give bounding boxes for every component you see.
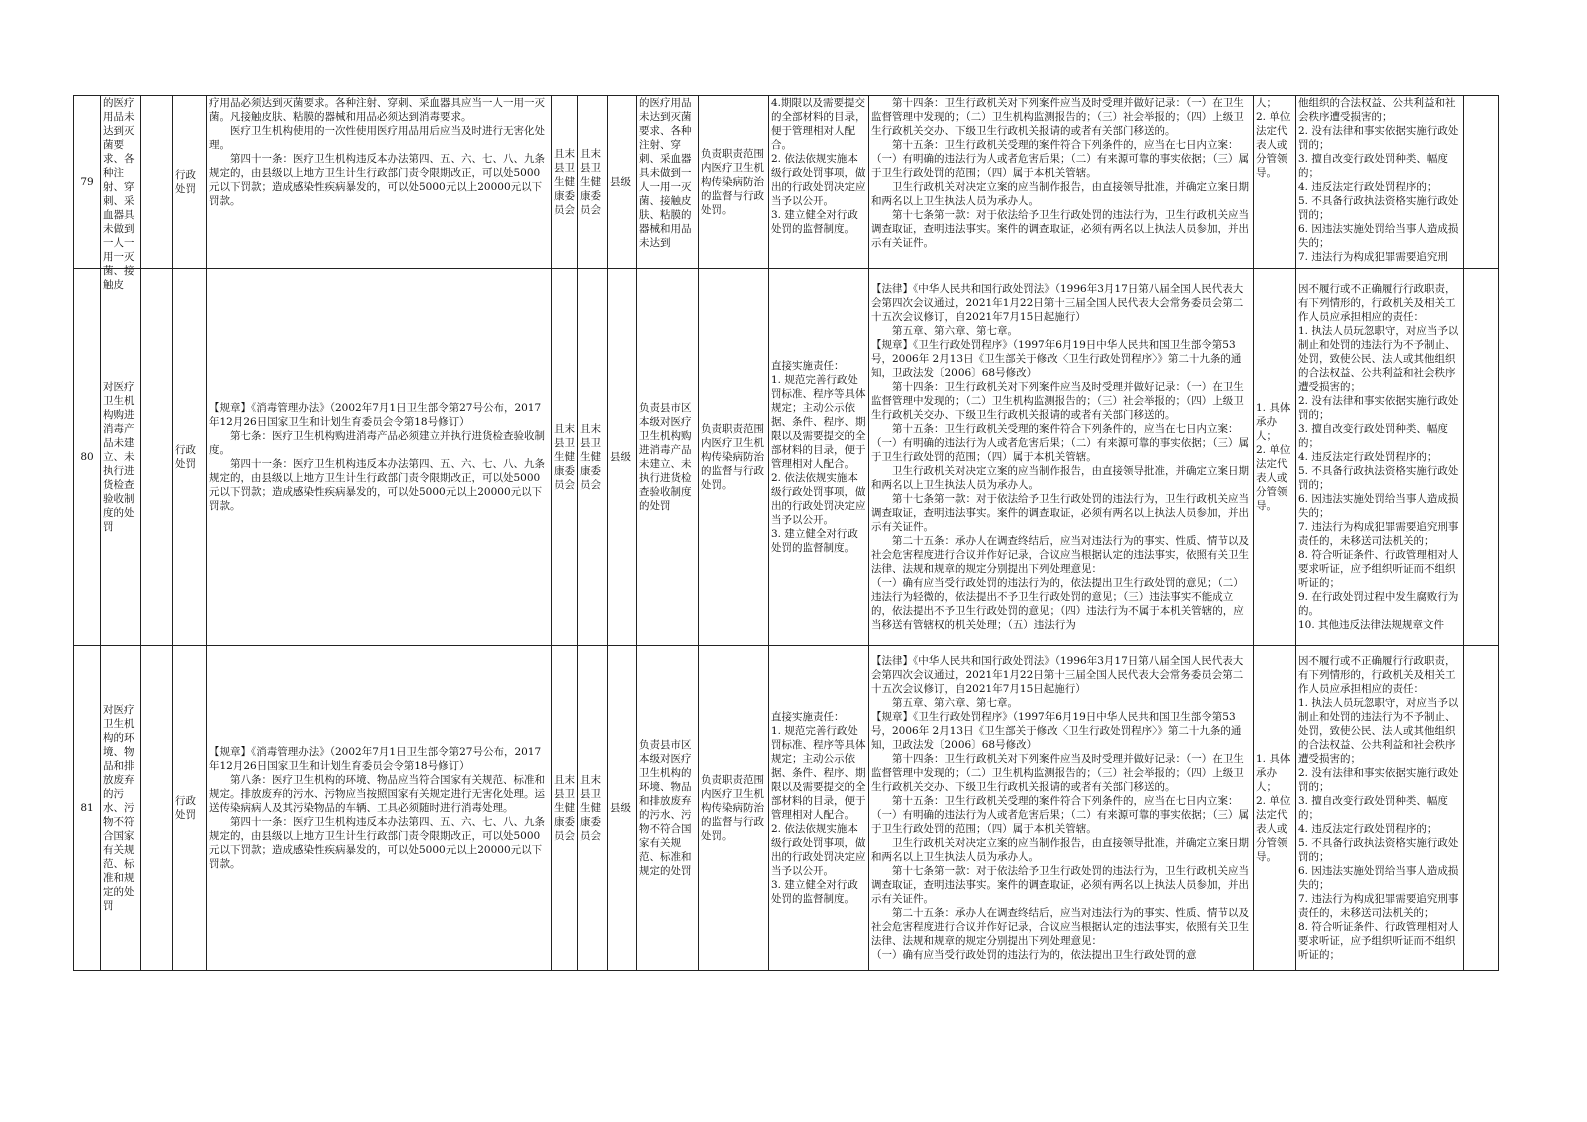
sub-item-cell [141,269,173,646]
item-name-text: 对医疗卫生机构购进消毒产品未建立、未执行进货检查验收制度的处罚 [103,381,135,533]
procedure-law-paragraph: 卫生行政机关对决定立案的应当制作报告，由直接领导批准，并确定立案日期和两名以上卫生执法人员为承办人。 [871,837,1249,863]
procedure-law-paragraph: 【规章】《卫生行政处罚程序》（1997年6月19日中华人民共和国卫生部令第53号，2006年 2月13日《卫生部关于修改〈卫生行政处罚程序〉》第二十九条的通知，卫政法发〔2006〕68号修改） [871,339,1242,379]
responsibility-items-text: 直接实施责任： 1. 规范完善行政处罚标准、程序等具体规定；主动公示依据、条件、程序、期限以及需要提交的全部材料的目录，便于管理相对人配合。 2. 依法依规实施本级行政处罚事项，做出的行政处罚决定应当予以公开。 3. 建立健全对行政处罚的监督制度。 [771,360,866,554]
implementing-body-text: 且末县卫生健康委员会 [554,423,575,491]
responsible-persons-text: 1. 具体承办人； 2. 单位法定代表人或分管领导。 [1256,402,1291,512]
accountability-text: 因不履行或不正确履行行政职责，有下列情形的，行政机关及相关工作人员应承担相应的责任： 1. 执法人员玩忽职守，对应当予以制止和处罚的违法行为不予制止、处罚，致使公民、法人或其他组织的合法权益、公共利益和社会秩序遭受损害的； 2. 没有法律和事实依据实施行政处罚的； 3. 擅自改变行政处罚种类、幅度的； 4. 违反法定行政处罚程序的； 5. 不具备行政执法资格实施行政处罚的； 6. 因违法实施处罚给当事人造成损失的； 7. 违法行为构成犯罪需要追究刑事责任的，未移送司法机关的； 8. 符合听证条件、行政管理相对人要求听证，应予组织听证而不组织听证的； [1298,655,1459,961]
responsible-body-text: 且末县卫生健康委员会 [580,148,601,216]
table-row [74,269,1499,646]
duty-description [699,96,769,269]
responsibility-items [769,96,869,269]
accountability [1296,269,1464,646]
legal-basis-paragraph: 疗用品必须达到灭菌要求。各种注射、穿刺、采血器具应当一人一用一灭菌。凡接触皮肤、粘膜的器械和用品必须达到消毒要求。 [209,97,545,123]
responsible-body [578,269,608,646]
implementation-scope-text: 的医疗用品未达到灭菌要求、各种注射、穿刺、采血器具未做到一人一用一灭菌、接触皮肤、粘膜的器械和用品未达到 [639,97,692,249]
procedure-law-paragraph: 第十四条：卫生行政机关对下列案件应当及时受理并做好记录：（一）在卫生监督管理中发现的；（二）卫生机构监测报告的；（三）社会举报的；（四）上级卫生行政机关交办、下级卫生行政机关报请的或者有关部门移送的。 [871,381,1244,421]
remark-cell [1464,96,1499,269]
legal-basis-paragraph: 第八条：医疗卫生机构的环境、物品应当符合国家有关规范、标准和规定。排放废弃的污水、污物应当按照国家有关规定进行无害化处理。运送传染病病人及其污染物品的车辆、工具必须随时进行消毒处理。 [209,774,545,814]
row-number [74,646,101,971]
legal-basis [207,96,552,269]
power-type [173,646,207,971]
procedure-law-paragraph: 第十七条第一款：对于依法给予卫生行政处罚的违法行为，卫生行政机关应当调查取证，查明违法事实。案件的调查取证，必须有两名以上执法人员参加，并出示有关证件。 [871,209,1249,249]
responsibility-items-text: 直接实施责任： 1. 规范完善行政处罚标准、程序等具体规定；主动公示依据、条件、程序、期限以及需要提交的全部材料的目录，便于管理相对人配合。 2. 依法依规实施本级行政处罚事项，做出的行政处罚决定应当予以公开。 3. 建立健全对行政处罚的监督制度。 [771,711,866,905]
procedure-law-paragraph: 第二十五条：承办人在调查终结后，应当对违法行为的事实、性质、情节以及社会危害程度进行合议并作好记录，合议应当根据认定的违法事实，依照有关卫生法律、法规和规章的规定分别提出下列处理意见： [871,907,1249,947]
legal-basis [207,269,552,646]
power-type-text: 行政处罚 [175,795,196,821]
procedure-law-paragraph: 第十七条第一款：对于依法给予卫生行政处罚的违法行为，卫生行政机关应当调查取证，查明违法事实。案件的调查取证，必须有两名以上执法人员参加，并出示有关证件。 [871,865,1249,905]
power-type-text: 行政处罚 [175,444,196,470]
admin-level-text: 县级 [610,451,631,463]
implementation-scope-text: 负责县市区本级对医疗卫生机构的环境、物品和排放废弃的污水、污物不符合国家有关规范、标准和规定的处罚 [639,739,692,877]
implementation-scope-text: 负责县市区本级对医疗卫生机构购进消毒产品未建立、未执行进货检查验收制度的处罚 [639,402,692,512]
procedure-law-paragraph: 第五章、第六章、第七章。 [892,325,1018,337]
sub-item-cell [141,96,173,269]
procedure-law [869,646,1254,971]
accountability [1296,646,1464,971]
procedure-law [869,96,1254,269]
responsible-persons [1254,96,1296,269]
procedure-law-paragraph: 第十五条：卫生行政机关受理的案件符合下列条件的，应当在七日内立案：（一）有明确的违法行为人或者危害后果；（二）有来源可靠的事实依据；（三）属于卫生行政处罚的范围；（四）属于本机关管辖。 [871,795,1249,835]
responsible-body-text: 且末县卫生健康委员会 [580,423,601,491]
legal-basis [207,646,552,971]
row-number-text: 79 [80,176,94,188]
procedure-law-paragraph: 第十四条：卫生行政机关对下列案件应当及时受理并做好记录：（一）在卫生监督管理中发现的；（二）卫生机构监测报告的；（三）社会举报的；（四）上级卫生行政机关交办、下级卫生行政机关报请的或者有关部门移送的。 [871,97,1244,137]
table-row [74,96,1499,269]
procedure-law-paragraph: 第五章、第六章、第七章。 [892,697,1018,709]
item-name [101,96,141,291]
procedure-law-paragraph: 【法律】《中华人民共和国行政处罚法》（1996年3月17日第八届全国人民代表大会第四次会议通过，2021年1月22日第十三届全国人民代表大会常务委员会第二十五次会议修订，自2021年7月15日起施行） [871,283,1244,323]
accountability [1296,96,1464,269]
responsible-persons-text: 人； 2. 单位法定代表人或分管领导。 [1256,97,1291,179]
responsible-persons [1254,269,1296,646]
legal-basis-paragraph: 第四十一条：医疗卫生机构违反本办法第四、五、六、七、八、九条规定的，由县级以上地方卫生计生行政部门责令限期改正，可以处5000元以下罚款；造成感染性疾病暴发的，可以处5000元以上20000元以下罚款。 [209,458,545,512]
implementation-scope [637,96,699,269]
implementation-scope [637,646,699,971]
duty-description-text: 负责职责范围内医疗卫生机构传染病防治的监督与行政处罚。 [701,774,764,842]
legal-basis-paragraph: 【规章】《消毒管理办法》（2002年7月1日卫生部令第27号公布，2017年12月26日国家卫生和计划生育委员会令第18号修订） [209,402,542,428]
legal-basis-paragraph: 第四十一条：医疗卫生机构违反本办法第四、五、六、七、八、九条规定的，由县级以上地方卫生计生行政部门责令限期改正，可以处5000元以下罚款；造成感染性疾病暴发的，可以处5000元以上20000元以下罚款。 [209,153,545,207]
duty-description [699,646,769,971]
table-row [74,646,1499,971]
procedure-law-paragraph: 第十四条：卫生行政机关对下列案件应当及时受理并做好记录：（一）在卫生监督管理中发现的；（二）卫生机构监测报告的；（三）社会举报的；（四）上级卫生行政机关交办、下级卫生行政机关报请的或者有关部门移送的。 [871,753,1244,793]
item-name [101,646,141,971]
admin-level [608,96,637,269]
admin-level [608,269,637,646]
procedure-law-paragraph: （一）确有应当受行政处罚的违法行为的，依法提出卫生行政处罚的意见；（二）违法行为轻微的，依法提出不予卫生行政处罚的意见；（三）违法事实不能成立的，依法提出不予卫生行政处罚的意见；（四）违法行为不属于本机关管辖的，应当移送有管辖权的机关处理；（五）违法行为 [871,577,1244,631]
power-type [173,269,207,646]
admin-level-text: 县级 [610,802,631,814]
power-type-text: 行政处罚 [175,169,196,195]
row-number [74,96,101,269]
legal-basis-paragraph: 第七条：医疗卫生机构购进消毒产品必须建立并执行进货检查验收制度。 [209,430,545,456]
legal-basis-paragraph: 医疗卫生机构使用的一次性使用医疗用品用后应当及时进行无害化处理。 [209,125,545,151]
responsible-body-text: 且末县卫生健康委员会 [580,774,601,842]
implementing-body [552,646,578,971]
responsibility-items [769,646,869,971]
remark-cell [1464,646,1499,971]
responsibility-items-text: 4.期限以及需要提交的全部材料的目录，便于管理相对人配合。 2. 依法依规实施本级行政处罚事项，做出的行政处罚决定应当予以公开。 3. 建立健全对行政处罚的监督制度。 [771,97,866,235]
duty-description [699,269,769,646]
duty-description-text: 负责职责范围内医疗卫生机构传染病防治的监督与行政处罚。 [701,423,764,491]
responsible-body [578,646,608,971]
duty-description-text: 负责职责范围内医疗卫生机构传染病防治的监督与行政处罚。 [701,148,764,216]
power-list-table [73,95,1499,971]
admin-level-text: 县级 [610,176,631,188]
procedure-law [869,269,1254,646]
accountability-text: 因不履行或不正确履行行政职责，有下列情形的，行政机关及相关工作人员应承担相应的责任： 1. 执法人员玩忽职守，对应当予以制止和处罚的违法行为不予制止、处罚，致使公民、法人或其他组织的合法权益、公共利益和社会秩序遭受损害的； 2. 没有法律和事实依据实施行政处罚的； 3. 擅自改变行政处罚种类、幅度的； 4. 违反法定行政处罚程序的； 5. 不具备行政执法资格实施行政处罚的； 6. 因违法实施处罚给当事人造成损失的； 7. 违法行为构成犯罪需要追究刑事责任的，未移送司法机关的； 8. 符合听证条件、行政管理相对人要求听证，应予组织听证而不组织听证的； 9. 在行政处罚过程中发生腐败行为的。 10. 其他违反法律法规规章文件 [1298,283,1459,631]
responsibility-items [769,269,869,646]
item-name [101,269,141,646]
remark-cell [1464,269,1499,646]
procedure-law-paragraph: （一）确有应当受行政处罚的违法行为的，依法提出卫生行政处罚的意 [871,949,1197,961]
power-type [173,96,207,269]
row-number [74,269,101,646]
responsible-persons-text: 1. 具体承办人； 2. 单位法定代表人或分管领导。 [1256,753,1291,863]
procedure-law-paragraph: 卫生行政机关对决定立案的应当制作报告，由直接领导批准，并确定立案日期和两名以上卫生执法人员为承办人。 [871,181,1249,207]
admin-level [608,646,637,971]
sub-item-cell [141,646,173,971]
procedure-law-paragraph: 卫生行政机关对决定立案的应当制作报告，由直接领导批准，并确定立案日期和两名以上卫生执法人员为承办人。 [871,465,1249,491]
implementing-body [552,269,578,646]
legal-basis-paragraph: 【规章】《消毒管理办法》（2002年7月1日卫生部令第27号公布，2017年12月26日国家卫生和计划生育委员会令第18号修订） [209,746,542,772]
procedure-law-paragraph: 第二十五条：承办人在调查终结后，应当对违法行为的事实、性质、情节以及社会危害程度进行合议并作好记录，合议应当根据认定的违法事实，依照有关卫生法律、法规和规章的规定分别提出下列处理意见： [871,535,1249,575]
implementing-body-text: 且末县卫生健康委员会 [554,774,575,842]
responsible-body [578,96,608,269]
row-number-text: 80 [80,451,94,463]
item-name-text: 的医疗用品未达到灭菌要求、各种注射、穿刺、采血器具未做到一人一用一灭菌、接触皮 [103,97,135,291]
legal-basis-paragraph: 第四十一条：医疗卫生机构违反本办法第四、五、六、七、八、九条规定的，由县级以上地方卫生计生行政部门责令限期改正，可以处5000元以下罚款；造成感染性疾病暴发的，可以处5000元以上20000元以下罚款。 [209,816,545,870]
procedure-law-paragraph: 第十五条：卫生行政机关受理的案件符合下列条件的，应当在七日内立案：（一）有明确的违法行为人或者危害后果；（二）有来源可靠的事实依据；（三）属于卫生行政处罚的范围；（四）属于本机关管辖。 [871,139,1249,179]
procedure-law-paragraph: 第十五条：卫生行政机关受理的案件符合下列条件的，应当在七日内立案：（一）有明确的违法行为人或者危害后果；（二）有来源可靠的事实依据；（三）属于卫生行政处罚的范围；（四）属于本机关管辖。 [871,423,1249,463]
accountability-text: 他组织的合法权益、公共利益和社会秩序遭受损害的； 2. 没有法律和事实依据实施行政处罚的； 3. 擅自改变行政处罚种类、幅度的； 4. 违反法定行政处罚程序的； 5. 不具备行政执法资格实施行政处罚的； 6. 因违法实施处罚给当事人造成损失的； 7. 违法行为构成犯罪需要追究刑 [1298,97,1459,263]
implementing-body [552,96,578,269]
procedure-law-paragraph: 【规章】《卫生行政处罚程序》（1997年6月19日中华人民共和国卫生部令第53号，2006年 2月13日《卫生部关于修改〈卫生行政处罚程序〉》第二十九条的通知，卫政法发〔2006〕68号修改） [871,711,1242,751]
item-name-text: 对医疗卫生机构的环境、物品和排放废弃的污水、污物不符合国家有关规范、标准和规定的处罚 [103,704,135,912]
procedure-law-paragraph: 【法律】《中华人民共和国行政处罚法》（1996年3月17日第八届全国人民代表大会第四次会议通过，2021年1月22日第十三届全国人民代表大会常务委员会第二十五次会议修订，自2021年7月15日起施行） [871,655,1244,695]
row-number-text: 81 [80,802,94,814]
implementing-body-text: 且末县卫生健康委员会 [554,148,575,216]
procedure-law-paragraph: 第十七条第一款：对于依法给予卫生行政处罚的违法行为，卫生行政机关应当调查取证，查明违法事实。案件的调查取证，必须有两名以上执法人员参加，并出示有关证件。 [871,493,1249,533]
implementation-scope [637,269,699,646]
responsible-persons [1254,646,1296,971]
